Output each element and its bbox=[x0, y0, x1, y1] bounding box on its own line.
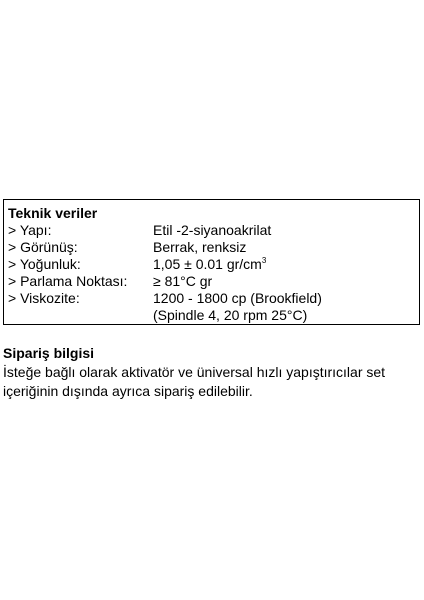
technical-data-box bbox=[3, 199, 420, 325]
spec-value-viscosity: 1200 - 1800 cp (Brookfield) bbox=[153, 290, 322, 306]
spec-value-viscosity-conditions: (Spindle 4, 20 rpm 25°C) bbox=[153, 307, 308, 323]
technical-data-list bbox=[8, 222, 416, 324]
spec-label-density: > Yoğunluk: bbox=[8, 256, 81, 272]
density-unit-superscript: 3 bbox=[261, 256, 267, 265]
spec-value-flash-point: ≥ 81°C gr bbox=[153, 273, 213, 289]
spec-row-viscosity bbox=[8, 290, 416, 307]
spec-row-density bbox=[8, 256, 416, 273]
spec-value-appearance: Berrak, renksiz bbox=[153, 239, 247, 255]
spec-row-viscosity-conditions bbox=[8, 307, 416, 324]
spec-label-flash-point: > Parlama Noktası: bbox=[8, 273, 128, 289]
density-value-text: 1,05 ± 0.01 gr/cm bbox=[153, 256, 262, 272]
spec-label-structure: > Yapı: bbox=[8, 222, 52, 238]
spec-row-structure bbox=[8, 222, 416, 239]
spec-label-appearance: > Görünüş: bbox=[8, 239, 78, 255]
spec-label-viscosity: > Viskozite: bbox=[8, 290, 80, 306]
spec-row-flash-point bbox=[8, 273, 416, 290]
technical-data-title: Teknik veriler bbox=[8, 205, 98, 221]
spec-row-appearance bbox=[8, 239, 416, 256]
order-info-title: Sipariş bilgisi bbox=[3, 345, 95, 361]
order-info-text: İsteğe bağlı olarak aktivatör ve üniversal hızlı yapıştırıcılar set içeriğinin dışında ayrıca sipariş edilebilir. bbox=[3, 364, 386, 399]
spec-value-structure: Etil -2-siyanoakrilat bbox=[153, 222, 272, 238]
spec-value-density bbox=[153, 256, 266, 273]
order-info-section bbox=[3, 345, 421, 401]
